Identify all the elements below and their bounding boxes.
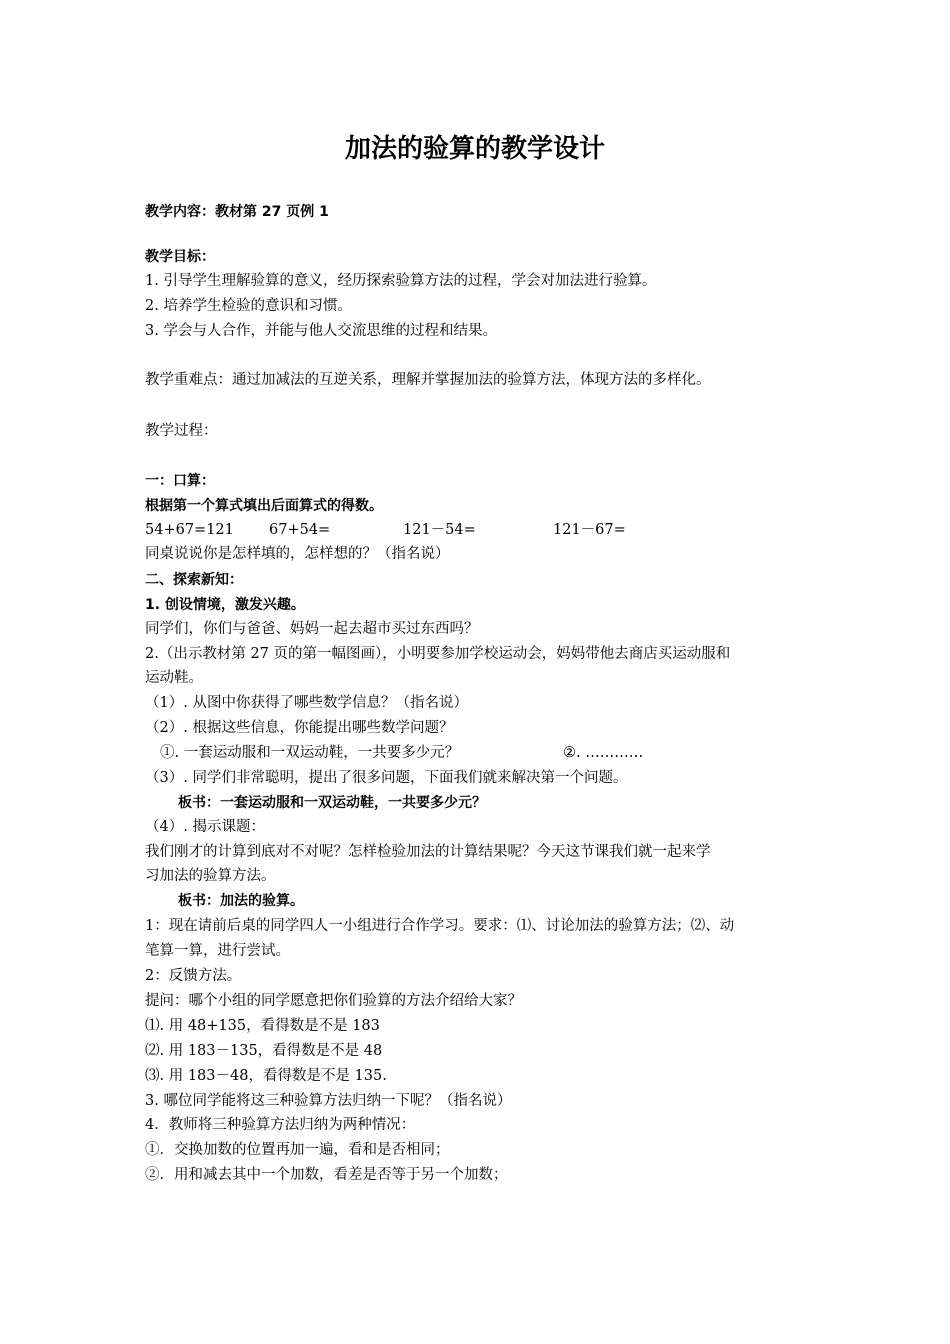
goal-item: 1. 引导学生理解验算的意义，经历探索验算方法的过程，学会对加法进行验算。 [145, 273, 657, 289]
step-line: 1：现在请前后桌的同学四人一小组进行合作学习。要求：⑴、讨论加法的验算方法；⑵、动 [145, 918, 735, 934]
text-line: 习加法的验算方法。 [145, 868, 276, 884]
process-heading: 教学过程： [145, 423, 218, 439]
step-line: 4．教师将三种验算方法归纳为两种情况： [145, 1117, 416, 1133]
step-line: ⑶. 用 183－48，看得数是不是 135. [145, 1068, 387, 1084]
board-note-1: 板书：一套运动服和一双运动鞋，一共要多少元？ [178, 795, 486, 811]
step-line: ①．交换加数的位置再加一遍，看和是否相同； [145, 1142, 450, 1158]
goal-item: 2. 培养学生检验的意识和习惯。 [145, 298, 352, 314]
section1-heading: 一：口算： [145, 473, 215, 489]
section2-heading: 二、探索新知： [145, 572, 243, 588]
text-line: 我们刚才的计算到底对不对呢？怎样检验加法的计算结果呢？今天这节课我们就一起来学 [145, 844, 711, 860]
board-note-2: 板书：加法的验算。 [178, 893, 304, 909]
key-points: 教学重难点：通过加减法的互逆关系，理解并掌握加法的验算方法，体现方法的多样化。 [145, 372, 711, 388]
goal-item: 3. 学会与人合作，并能与他人交流思维的过程和结果。 [145, 323, 497, 339]
step-line: 3. 哪位同学能将这三种验算方法归纳一下呢？（指名说） [145, 1093, 512, 1109]
step-line: ⑵. 用 183－135，看得数是不是 48 [145, 1043, 383, 1059]
document-title: 加法的验算的教学设计 [344, 134, 605, 164]
text-line: （3）. 同学们非常聪明，提出了很多问题，下面我们就来解决第一个问题。 [145, 770, 628, 786]
calc-item: 54+67=121 [145, 522, 234, 538]
calc-item: 121－67= [553, 522, 626, 538]
step-line: ⑴. 用 48+135，看得数是不是 183 [145, 1018, 380, 1034]
section1-question: 同桌说说你是怎样填的，怎样想的？（指名说） [145, 546, 450, 562]
calc-item: 121－54= [403, 522, 476, 538]
text-line: （2）. 根据这些信息，你能提出哪些数学问题？ [145, 720, 454, 736]
step-line: ②．用和减去其中一个加数，看差是否等于另一个加数； [145, 1167, 508, 1183]
calc-item: 67+54= [269, 522, 331, 538]
question-1: ①. 一套运动服和一双运动鞋，一共要多少元？ [160, 745, 460, 761]
step-line: 提问：哪个小组的同学愿意把你们验算的方法介绍给大家？ [145, 993, 522, 1009]
section1-instruction: 根据第一个算式填出后面算式的得数。 [145, 498, 383, 514]
section2-sub1: 1. 创设情境，激发兴趣。 [145, 597, 305, 613]
text-line: 2.（出示教材第 27 页的第一幅图画），小明要参加学校运动会，妈妈带他去商店买运动服和 [145, 646, 731, 662]
content-line: 教学内容：教材第 27 页例 1 [145, 204, 329, 220]
text-line: 运动鞋。 [145, 670, 203, 686]
text-line: （4）. 揭示课题： [145, 819, 265, 835]
text-line: 同学们，你们与爸爸、妈妈一起去超市买过东西吗？ [145, 621, 479, 637]
goals-heading: 教学目标： [145, 249, 215, 265]
step-line: 笔算一算，进行尝试。 [145, 943, 290, 959]
step-line: 2：反馈方法。 [145, 968, 242, 984]
calc-row [145, 519, 845, 541]
text-line: （1）. 从图中你获得了哪些数学信息？（指名说） [145, 695, 468, 711]
question-2: ②. ………… [563, 745, 644, 761]
